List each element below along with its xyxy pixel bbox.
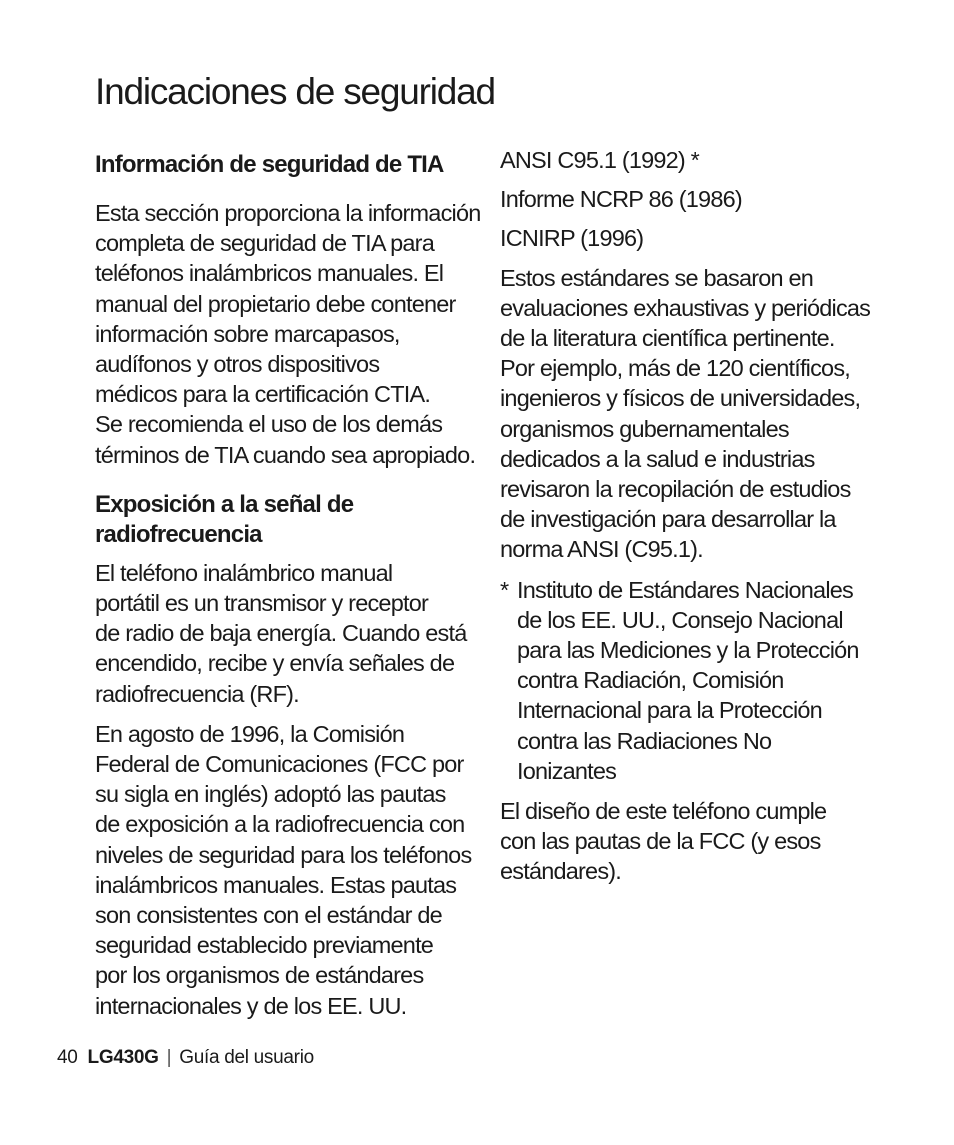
standard-ansi: ANSI C95.1 (1992) * <box>500 147 700 173</box>
footnote-mark: * <box>500 576 509 603</box>
paragraph-standards-basis: Estos estándares se basaron en evaluaciones exhaustivas y periódicas de la literatura científica pertinente. Por ejemplo, más de 120 científicos, ingenieros y físicos de universidades, organismos gubernamentales dedicados a la salud e industrias revisaron la recopilación de estudios de investigación para desarrollar la norma ANSI (C95.1). <box>500 264 871 563</box>
page-number: 40 <box>57 1047 78 1068</box>
footnote-text: Instituto de Estándares Nacionales de los EE. UU., Consejo Nacional para las Mediciones y la Protección contra Radiación, Comisión Internacional para la Protección contra las Radiaciones No Ionizantes <box>517 576 859 784</box>
footnote-institutes <box>500 575 900 786</box>
paragraph-rf-transmitter: El teléfono inalámbrico manual portátil es un transmisor y receptor de radio de baja energía. Cuando está encendido, recibe y envía señales de radiofrecuencia (RF). <box>95 559 467 707</box>
model-name: LG430G <box>87 1047 159 1068</box>
paragraph-fcc-guidelines: En agosto de 1996, la Comisión Federal de Comunicaciones (FCC por su sigla en inglés) adoptó las pautas de exposición a la radiofrecuencia con niveles de seguridad para los teléfonos inalámbricos manuales. Estas pautas son consistentes con el estándar de seguridad establecido previamente por los organismos de estándares internacionales y de los EE. UU. <box>95 720 472 1019</box>
page-footer <box>57 1045 314 1071</box>
page-title: Indicaciones de seguridad <box>95 71 495 112</box>
standard-ncrp: Informe NCRP 86 (1986) <box>500 186 742 213</box>
paragraph-compliance: El diseño de este teléfono cumple con las pautas de la FCC (y esos estándares). <box>500 798 827 885</box>
section-heading-tia: Información de seguridad de TIA <box>95 151 444 178</box>
guide-name: Guía del usuario <box>179 1047 314 1068</box>
section-heading-rf-exposure: Exposición a la señal de radiofrecuencia <box>95 490 354 548</box>
left-column <box>95 144 480 1031</box>
standard-icnirp: ICNIRP (1996) <box>500 225 644 252</box>
footer-separator: | <box>166 1047 172 1068</box>
paragraph-tia-info: Esta sección proporciona la información completa de seguridad de TIA para teléfonos inalámbricos manuales. El manual del propietario debe contener información sobre marcapasos, audífonos y otros dispositivos médicos para la certificación CTIA. Se recomienda el uso de los demás términos de TIA cuando sea apropiado. <box>95 200 481 468</box>
right-column <box>500 145 900 897</box>
